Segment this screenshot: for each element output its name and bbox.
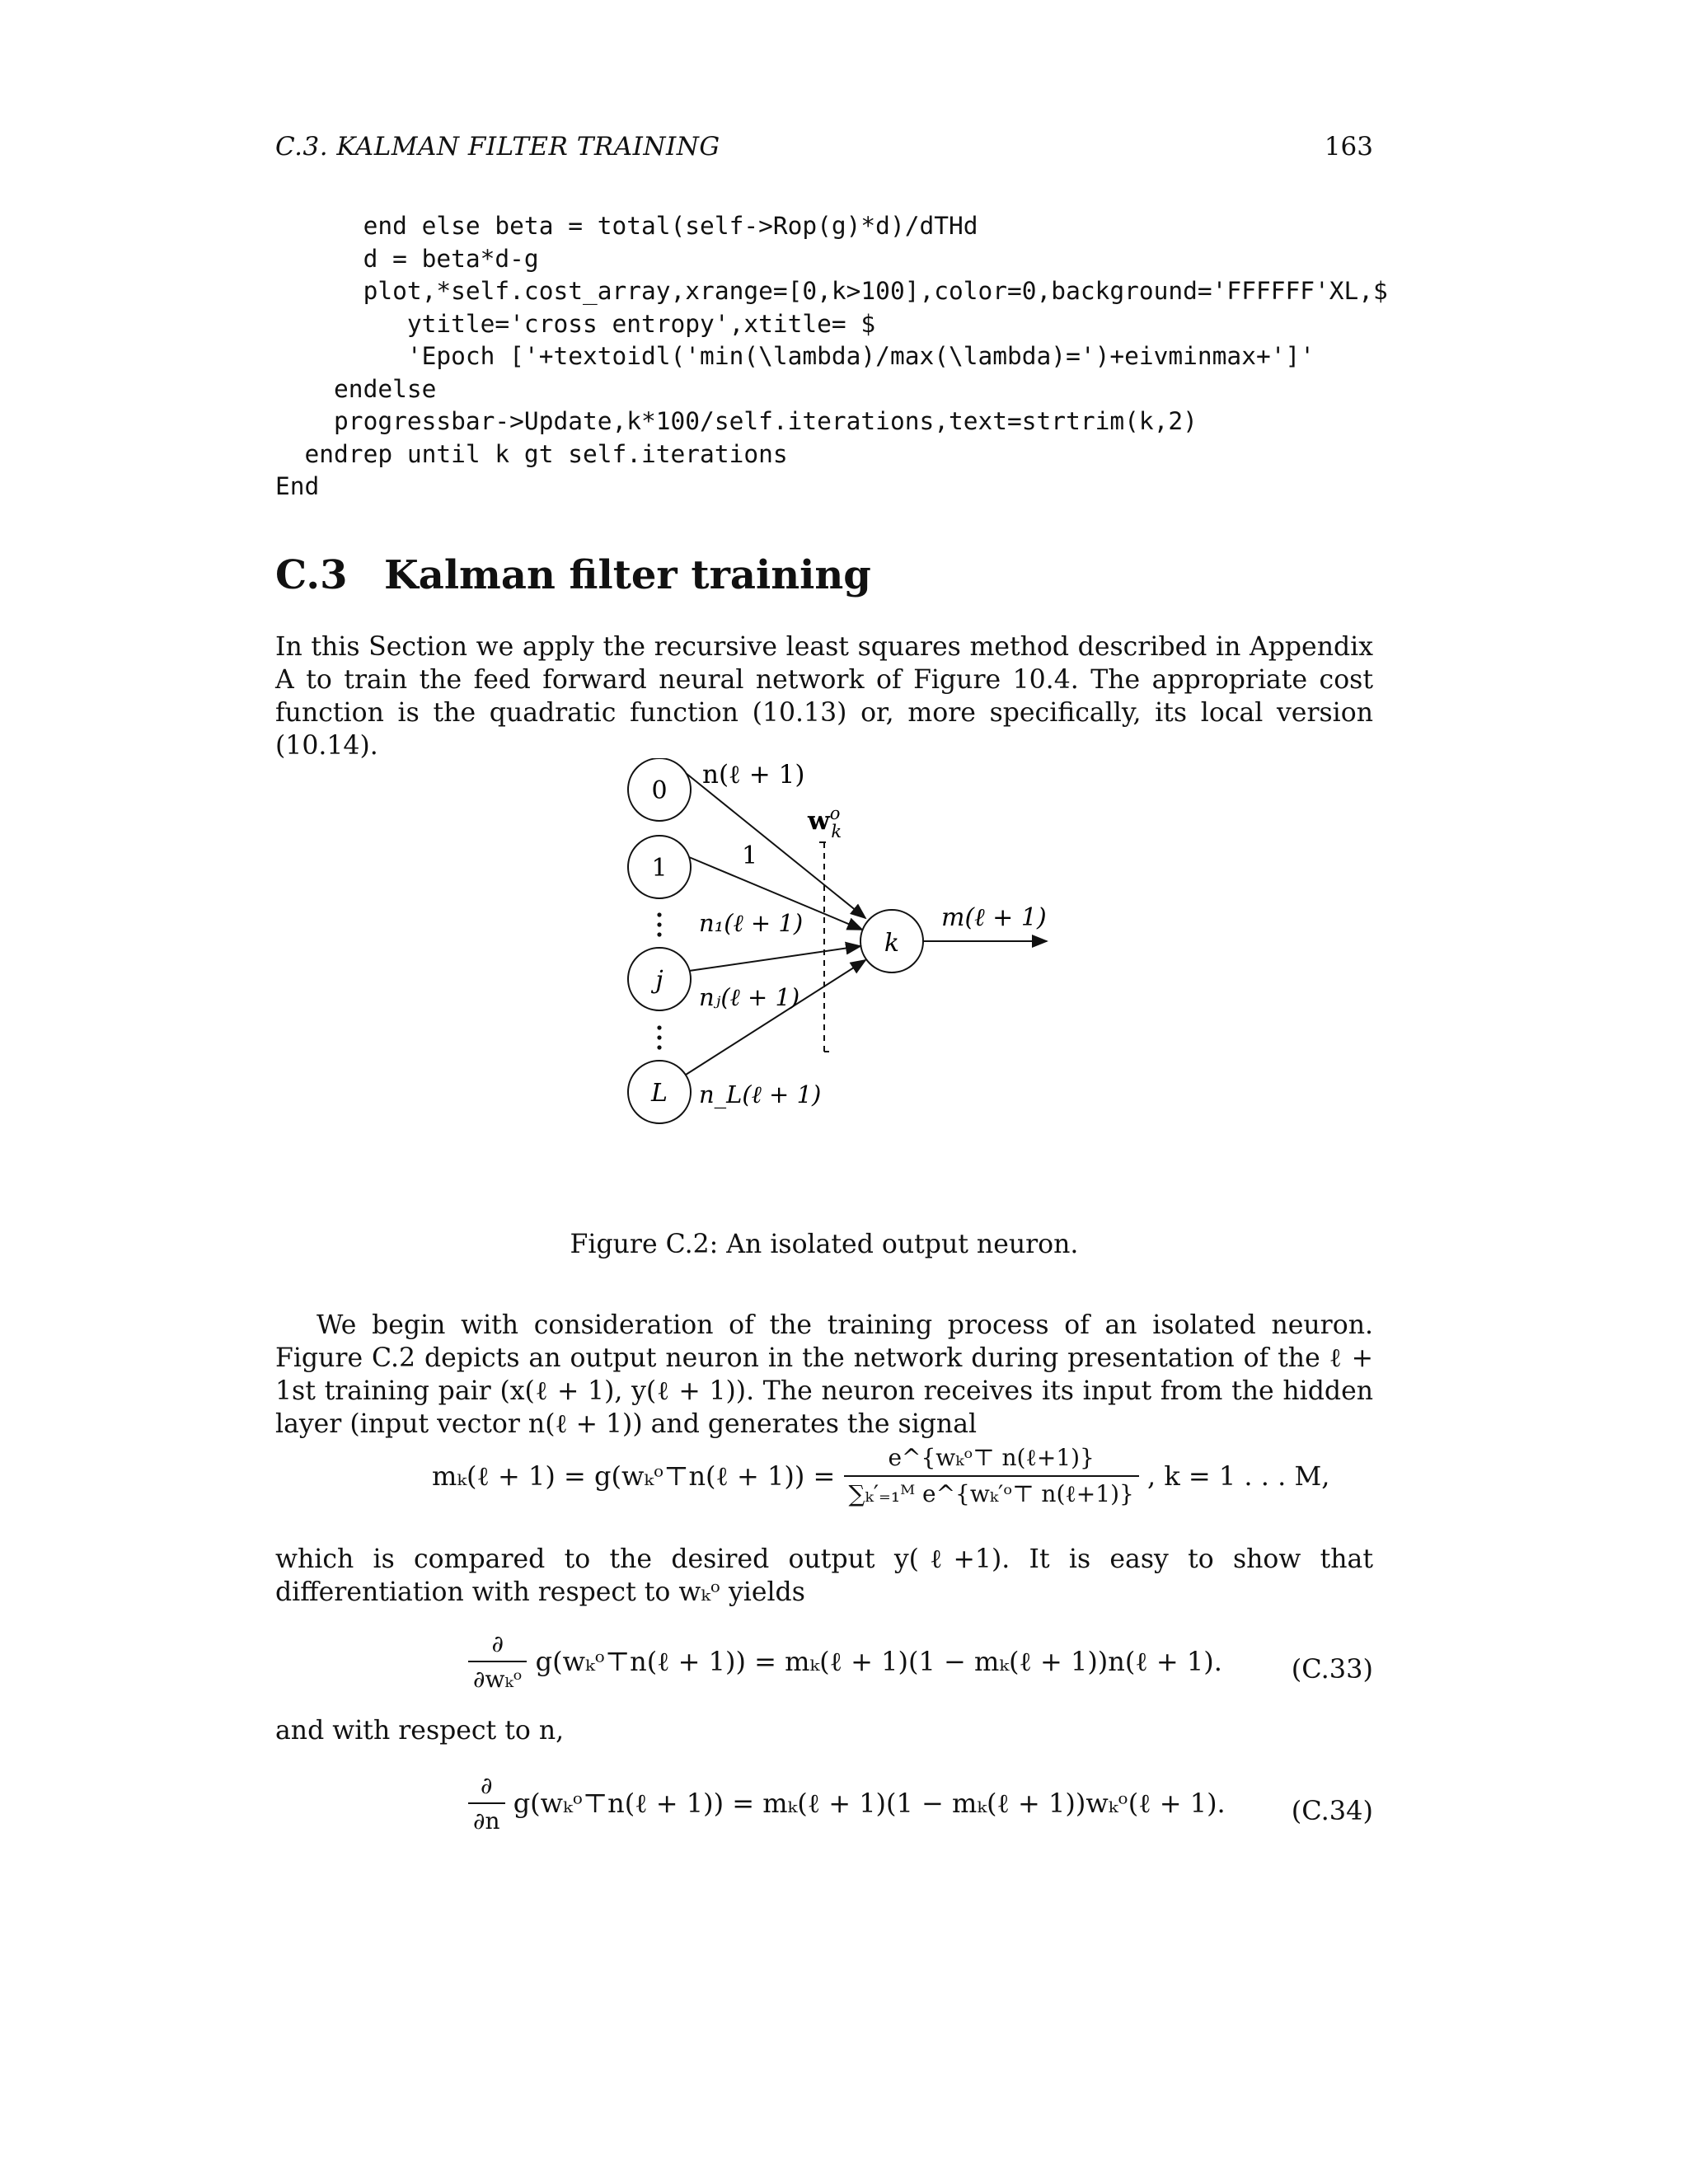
weight-label [807,804,842,841]
equation-body: g(wₖᵒ⊤n(ℓ + 1)) = mₖ(ℓ + 1)(1 − mₖ(ℓ + 1))wₖᵒ(ℓ + 1). [513,1788,1226,1819]
code-line: endelse [275,374,437,403]
edge [689,946,860,971]
equation-fraction [844,1444,1139,1508]
equation-number: (C.34) [1291,1795,1373,1826]
edge-label: n_L(ℓ + 1) [699,1080,822,1108]
code-listing [275,210,1388,504]
fraction-numerator: ∂ [481,1772,493,1799]
weight-symbol: w [808,806,830,836]
derivative-operator [468,1772,505,1835]
edge-label: 1 [742,841,758,870]
fraction-numerator: ∂ [491,1630,504,1657]
fraction-denominator: ∑ₖ′₌₁ᴹ e^{wₖ′ᵒ⊤ n(ℓ+1)} [844,1475,1139,1508]
paragraph-intro: In this Section we apply the recursive least squares method described in Appendix A to train the feed forward neural network of Figure 10.4. The appropriate cost function is the quadratic function (10.13) or, more specifically, its local version (10.14). [275,632,1373,761]
node-label: 0 [651,776,668,805]
fraction-numerator: e^{wₖᵒ⊤ n(ℓ+1)} [888,1444,1095,1471]
paragraph-body: We begin with consideration of the training process of an isolated neuron. Figure C.2 depicts an output neuron in the network during presentation of the ℓ + 1st training pair (x(ℓ + 1), y(ℓ + 1)). The neuron receives its input from the hidden layer (input vector n(ℓ + 1)) and generates the signal [275,1310,1373,1439]
code-line: plot,*self.cost_array,xrange=[0,k>100],color=0,background='FFFFFF'XL,$ [275,277,1388,305]
edge-label: n₁(ℓ + 1) [699,909,804,937]
equation-c34 [468,1772,1373,1835]
paragraph-body: which is compared to the desired output y(ℓ+1). It is easy to show that differentiation with respect to wₖᵒ yields [275,1544,1373,1607]
equation-suffix: , k = 1 . . . M, [1146,1460,1330,1492]
equation-c33 [468,1630,1373,1693]
equation-number: (C.33) [1291,1653,1373,1685]
equation-body: g(wₖᵒ⊤n(ℓ + 1)) = mₖ(ℓ + 1)(1 − mₖ(ℓ + 1))n(ℓ + 1). [535,1646,1222,1677]
weight-superscript: o [829,804,841,823]
equation-softmax [432,1444,1329,1508]
section-number: C.3 [275,552,348,598]
fraction-denominator: ∂wₖᵒ [468,1661,527,1693]
top-input-label: n(ℓ + 1) [702,760,805,790]
edge [686,773,865,918]
paragraph-body: and with respect to n, [275,1716,565,1746]
edge-label: nⱼ(ℓ + 1) [699,983,800,1011]
fraction-denominator: ∂n [468,1802,505,1835]
code-line: progressbar->Update,k*100/self.iterations,text=strtrim(k,2) [275,407,1198,435]
code-line: end else beta = total(self->Rop(g)*d)/dTHd [275,212,978,240]
edge [686,960,865,1075]
derivative-operator [468,1630,527,1693]
code-line: End [275,472,320,500]
code-line: 'Epoch ['+textoidl('min(\lambda)/max(\lambda)=')+eivminmax+']' [275,342,1315,370]
code-line: d = beta*d-g [275,244,539,273]
output-label: m(ℓ + 1) [941,903,1047,932]
running-header [275,132,1373,168]
node-label: L [651,1079,668,1108]
section-heading [275,552,871,598]
page-number: 163 [1324,132,1373,162]
running-title: C.3. KALMAN FILTER TRAINING [275,132,720,162]
node-label: j [655,966,663,995]
section-title: Kalman filter training [384,552,871,598]
equation-lhs: mₖ(ℓ + 1) = g(wₖᵒ⊤n(ℓ + 1)) = [432,1460,836,1492]
figure-caption: Figure C.2: An isolated output neuron. [570,1230,1079,1259]
node-label: 1 [651,854,668,883]
output-node-label: k [884,929,900,958]
code-line: endrep until k gt self.iterations [275,439,788,468]
weight-subscript: k [831,822,842,841]
code-line: ytitle='cross entropy',xtitle= $ [275,309,876,338]
neuron-diagram [610,758,1088,1154]
